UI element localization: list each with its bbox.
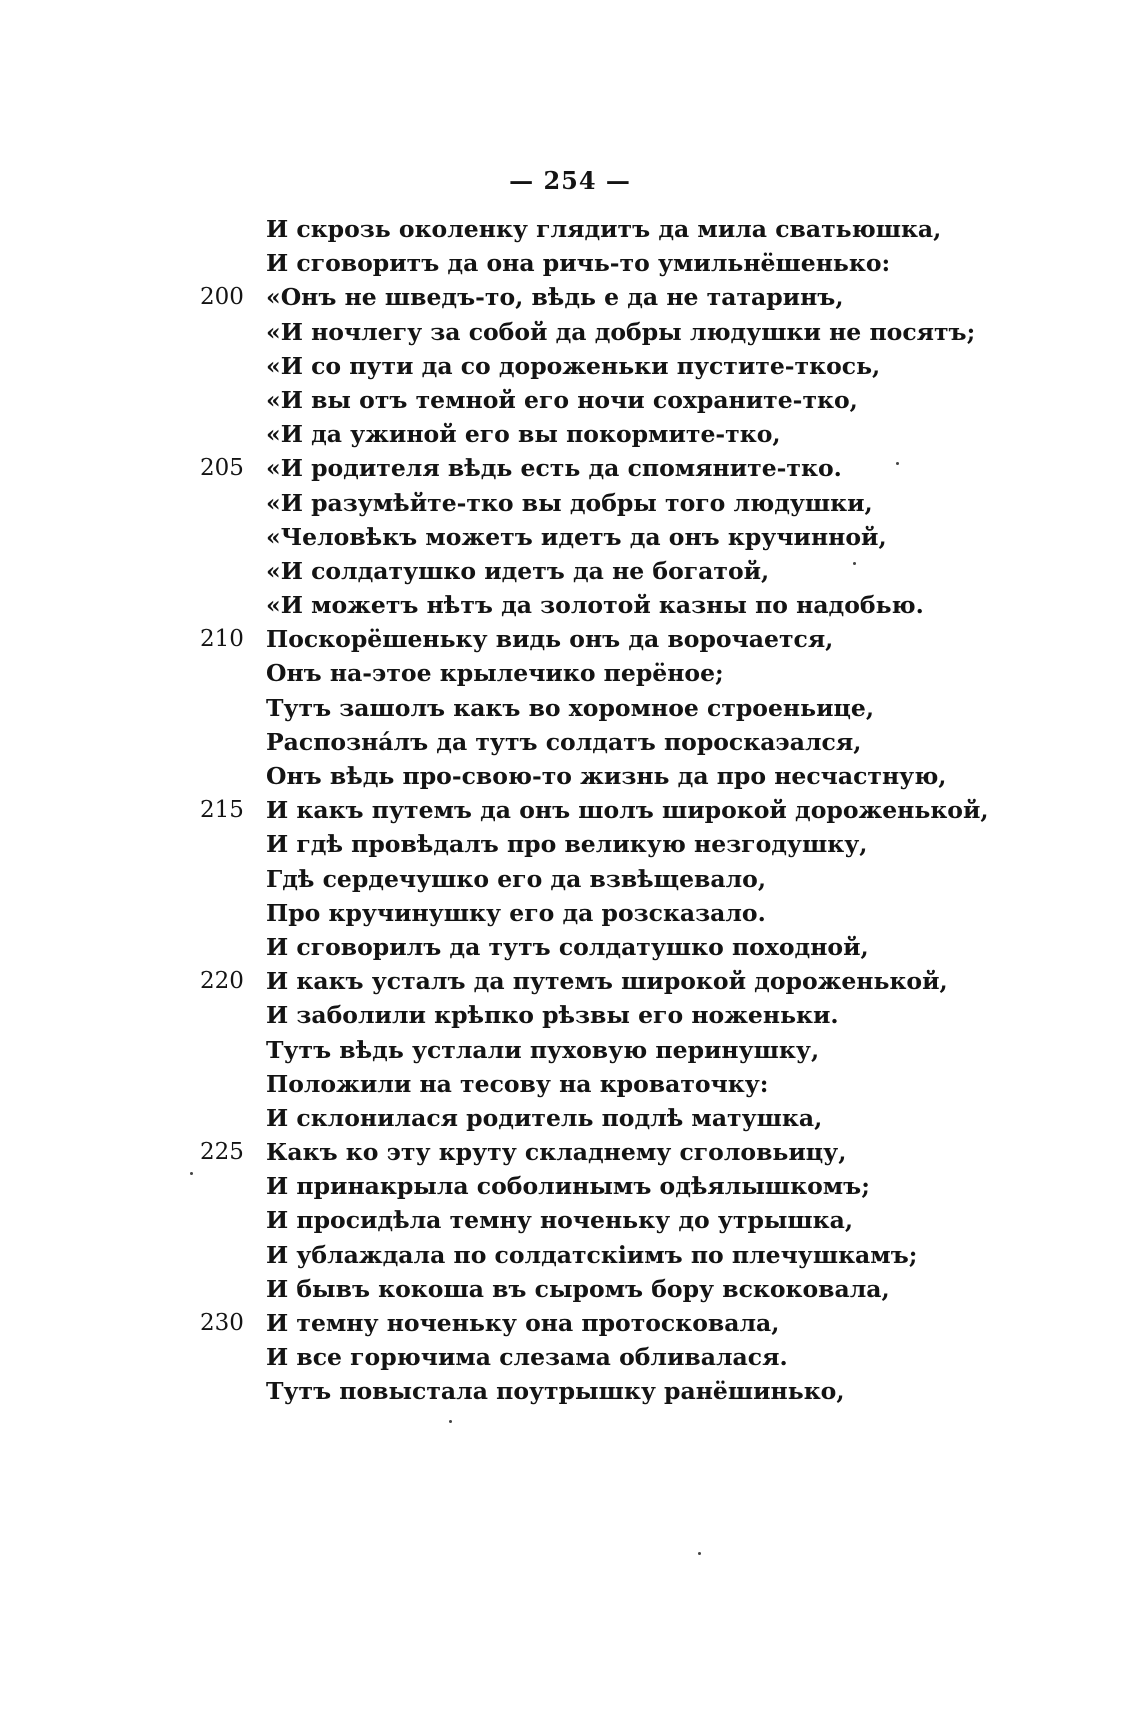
print-speck	[190, 1172, 193, 1175]
verse-line	[0, 656, 1140, 690]
verse-line	[0, 349, 1140, 383]
verse-line	[0, 896, 1140, 930]
verse-text: Какъ ко эту круту складнему сголовьицу,	[266, 1138, 847, 1167]
verse-text: «И родителя вѣдь есть да спомяните-тко.	[266, 454, 842, 483]
line-number: 215	[200, 797, 244, 824]
verse-text: Распознáлъ да тутъ солдатъ пороскаэался,	[266, 727, 862, 756]
verse-line	[0, 315, 1140, 349]
verse-line	[0, 383, 1140, 417]
verse-line	[0, 486, 1140, 520]
verse-text: И темну ноченьку она протосковала,	[266, 1309, 780, 1337]
verse-text: И какъ усталъ да путемъ широкой дороженькой,	[266, 967, 948, 996]
verse-line	[0, 1169, 1140, 1203]
verse-line	[0, 520, 1140, 554]
verse-line	[0, 793, 1140, 827]
verse-text: «И да ужиной его вы покормите-тко,	[266, 420, 781, 449]
verse-text: И бывъ кокоша въ сыромъ бору вскоковала,	[266, 1274, 890, 1303]
print-speck	[698, 1552, 701, 1555]
verse-text: Положили на тесову на кроваточку:	[266, 1069, 769, 1098]
verse-text: «И солдатушко идетъ да не богатой,	[266, 556, 770, 585]
verse-text: И заболили крѣпко рѣзвы его ноженьки.	[266, 1001, 839, 1030]
verse-text: И просидѣла темну ноченьку до утрышка,	[266, 1206, 854, 1235]
verse-line	[0, 212, 1140, 246]
poem-verses	[0, 212, 1140, 1409]
print-speck	[449, 1420, 452, 1423]
verse-line	[0, 1135, 1140, 1169]
verse-line	[0, 862, 1140, 896]
print-speck	[896, 462, 899, 465]
verse-text: «Человѣкъ можетъ идетъ да онъ кручинной,	[266, 522, 887, 551]
verse-line	[0, 588, 1140, 622]
verse-line	[0, 1203, 1140, 1237]
verse-text: Поскорёшеньку видь онъ да ворочается,	[266, 625, 834, 654]
verse-text: И склонилася родитель подлѣ матушка,	[266, 1103, 823, 1132]
verse-text: «И ночлегу за собой да добры людушки не посятъ;	[266, 317, 976, 346]
verse-line	[0, 1033, 1140, 1067]
line-number: 210	[200, 626, 244, 653]
verse-line	[0, 1306, 1140, 1340]
verse-line	[0, 1374, 1140, 1408]
verse-line	[0, 759, 1140, 793]
verse-line	[0, 691, 1140, 725]
verse-text: «И можетъ нѣтъ да золотой казны по надобью.	[266, 591, 924, 620]
verse-text: И все горючима слезама обливалася.	[266, 1343, 788, 1372]
verse-text: И скрозь околенку глядитъ да мила сватьюшка,	[266, 215, 942, 243]
verse-line	[0, 1238, 1140, 1272]
verse-text: Тутъ вѣдь устлали пуховую перинушку,	[266, 1035, 820, 1064]
line-number: 205	[200, 455, 244, 482]
verse-text: И ублаждала по солдатскіимъ по плечушкамъ;	[266, 1240, 918, 1269]
verse-line	[0, 1272, 1140, 1306]
verse-line	[0, 1340, 1140, 1374]
verse-text: Онъ вѣдь про-свою-то жизнь да про несчастную,	[266, 762, 947, 790]
verse-text: И принакрыла соболинымъ одѣялышкомъ;	[266, 1172, 870, 1201]
line-number: 220	[200, 968, 244, 995]
verse-line	[0, 622, 1140, 656]
verse-text: И сговорилъ да тутъ солдатушко походной,	[266, 932, 869, 961]
verse-text: Тутъ повыстала поутрышку ранёшинько,	[266, 1377, 845, 1406]
verse-text: И сговоритъ да она ричь-то умильнёшенько:	[266, 249, 891, 278]
verse-line	[0, 554, 1140, 588]
verse-line	[0, 725, 1140, 759]
verse-line	[0, 964, 1140, 998]
verse-text: Про кручинушку его да розсказало.	[266, 898, 766, 927]
verse-line	[0, 1067, 1140, 1101]
verse-line	[0, 930, 1140, 964]
verse-line	[0, 1101, 1140, 1135]
verse-line	[0, 827, 1140, 861]
verse-line	[0, 417, 1140, 451]
verse-line	[0, 998, 1140, 1032]
verse-text: «Онъ не шведъ-то, вѣдь е да не татаринъ,	[266, 283, 844, 312]
verse-text: И гдѣ провѣдалъ про великую незгодушку,	[266, 830, 868, 859]
verse-text: «И разумѣйте-тко вы добры того людушки,	[266, 488, 873, 517]
line-number: 230	[200, 1310, 244, 1336]
verse-text: И какъ путемъ да онъ шолъ широкой дороженькой,	[266, 796, 989, 825]
verse-text: «И вы отъ темной его ночи сохраните-тко,	[266, 385, 858, 414]
verse-text: «И со пути да со дороженьки пустите-ткось,	[266, 351, 881, 380]
verse-text: Тутъ зашолъ какъ во хоромное строеньице,	[266, 693, 875, 722]
line-number: 200	[200, 284, 244, 311]
verse-text: Онъ на-этое крылечико перёное;	[266, 659, 724, 688]
verse-line	[0, 451, 1140, 485]
verse-line	[0, 280, 1140, 314]
verse-line	[0, 246, 1140, 280]
verse-text: Гдѣ сердечушко его да взвѣщевало,	[266, 864, 767, 893]
print-speck	[853, 562, 856, 565]
page-number: — 254 —	[509, 166, 631, 195]
line-number: 225	[200, 1139, 244, 1166]
